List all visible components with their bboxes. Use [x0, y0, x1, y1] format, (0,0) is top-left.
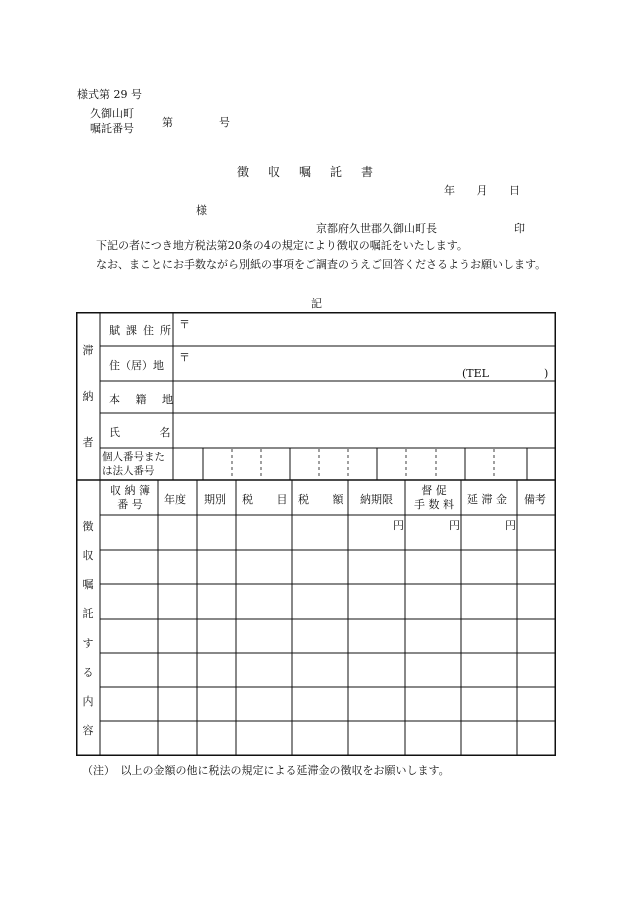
name-label: 氏 名 [109, 426, 171, 439]
col-header-tax-amount: 税 額 [298, 493, 344, 506]
number-prefix: 第 [162, 116, 173, 129]
residence-postal-mark: 〒 [179, 351, 190, 364]
commission-char: 託 [82, 607, 94, 621]
date-month: 月 [476, 184, 488, 197]
office-block [90, 106, 134, 136]
id-label-line-1: 個人番号また [102, 451, 165, 463]
issuer-name: 京都府久世郡久御山町長 [316, 222, 437, 235]
id-number-label [102, 450, 165, 478]
commission-char: る [82, 665, 94, 679]
col-header-book-number [110, 484, 150, 512]
number-suffix: 号 [219, 116, 230, 129]
ki-heading: 記 [311, 297, 322, 310]
assessed-address-label: 賦課住所 [109, 324, 177, 337]
fee-header-line-1: 督 促 [421, 484, 447, 497]
tel-label: (TEL ) [462, 367, 549, 380]
book-header-line-2: 番 号 [117, 498, 143, 511]
date-day: 日 [509, 184, 520, 197]
town-name: 久御山町 [90, 107, 134, 120]
commission-char: 収 [82, 549, 94, 563]
body-paragraph-2: なお、まことにお手数ながら別紙の事項をご調査のうえご回答くださるようお願いします。 [96, 258, 547, 271]
commission-number-label: 嘱託番号 [90, 122, 134, 135]
form-number: 様式第 29 号 [77, 88, 142, 101]
col-header-year: 年度 [164, 493, 186, 506]
col-header-reminder-fee [414, 484, 454, 512]
col-header-tax-item: 税 目 [242, 493, 288, 506]
commission-char: 嘱 [82, 578, 94, 592]
commission-char: す [82, 636, 94, 650]
col-header-late-charge: 延 滞 金 [467, 493, 507, 506]
address-postal-mark: 〒 [179, 318, 190, 331]
yen-mark-tax-amount: 円 [393, 519, 404, 532]
taxpayer-section-label [76, 312, 100, 480]
seal-mark: 印 [514, 222, 525, 235]
document-title: 徴収嘱託書 [237, 165, 393, 179]
yen-mark-late-charge: 円 [505, 519, 516, 532]
commission-char: 徴 [82, 520, 94, 533]
yen-mark-reminder-fee: 円 [449, 519, 460, 532]
col-header-remarks: 備考 [524, 493, 546, 506]
residence-label: 住（居）地 [109, 359, 164, 372]
recipient-suffix: 様 [196, 204, 207, 217]
col-header-due-date: 納期限 [360, 493, 393, 506]
fee-header-line-2: 手 数 料 [414, 498, 454, 511]
taxpayer-char: 納 [82, 390, 94, 403]
taxpayer-char: 滞 [82, 344, 94, 357]
book-header-line-1: 収 納 簿 [110, 484, 150, 497]
commission-section-label [76, 518, 100, 738]
domicile-label: 本 籍 地 [109, 393, 179, 406]
date-line [444, 182, 520, 198]
body-paragraph-1: 下記の者につき地方税法第20条の4の規定により徴収の嘱託をいたします。 [96, 239, 468, 252]
date-year: 年 [444, 184, 455, 197]
commission-char: 内 [82, 694, 94, 708]
taxpayer-char: 者 [82, 436, 94, 449]
col-header-period: 期別 [204, 493, 226, 506]
commission-char: 容 [82, 723, 94, 737]
footnote: （注） 以上の金額の他に税法の規定による延滞金の徴収をお願いします。 [82, 764, 450, 777]
id-label-line-2: は法人番号 [102, 465, 155, 477]
commission-form-table [76, 312, 556, 756]
